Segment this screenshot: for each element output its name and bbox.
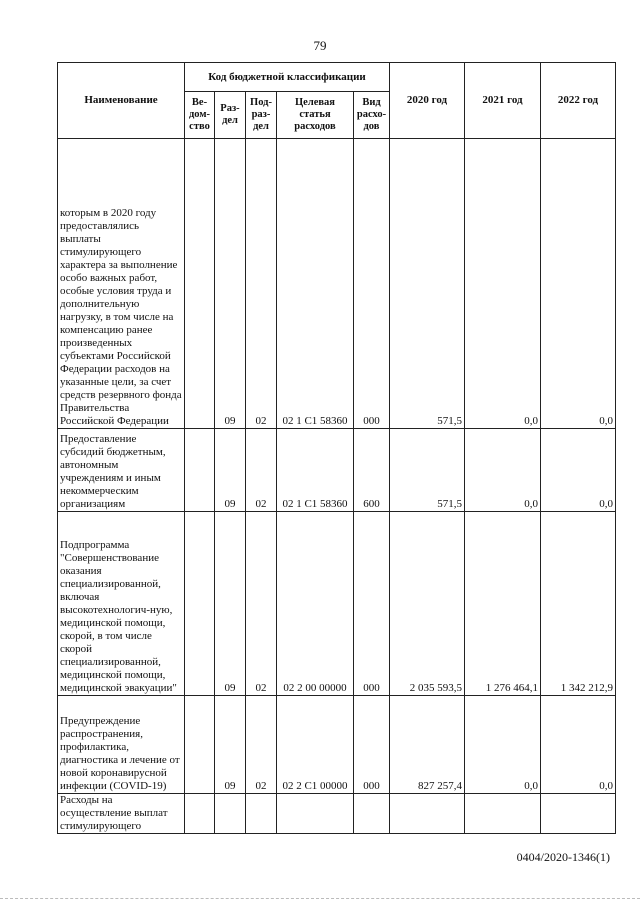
row-podrazdel: 02 [246, 696, 277, 794]
header-ved: Ве-дом-ство [185, 92, 215, 139]
header-budget-code: Код бюджетной классификации [185, 63, 390, 92]
row-target: 02 1 C1 58360 [277, 429, 354, 512]
row-name: Предупреждение распространения, профилактика, диагностика и лечение от новой коронавирусной инфекции (COVID-19) [58, 696, 185, 794]
row-razdel: 09 [215, 429, 246, 512]
header-2022: 2022 год [541, 63, 616, 139]
row-name: Предоставление субсидий бюджетным, автономным учреждениям и иным некоммерческим организациям [58, 429, 185, 512]
row-name: Расходы на осуществление выплат стимулирующего [58, 794, 185, 834]
row-2022: 0,0 [541, 696, 616, 794]
row-podrazdel: 02 [246, 139, 277, 429]
header-razdel: Раз-дел [215, 92, 246, 139]
row-ved [185, 429, 215, 512]
row-type [354, 794, 390, 834]
row-2022: 1 342 212,9 [541, 512, 616, 696]
row-2022: 0,0 [541, 139, 616, 429]
row-2021: 1 276 464,1 [465, 512, 541, 696]
header-expense-type: Вид расхо-дов [354, 92, 390, 139]
row-type: 000 [354, 512, 390, 696]
row-razdel: 09 [215, 139, 246, 429]
row-ved [185, 794, 215, 834]
header-2020: 2020 год [390, 63, 465, 139]
header-target-article: Целевая статья расходов [277, 92, 354, 139]
row-type: 600 [354, 429, 390, 512]
budget-table [57, 62, 616, 834]
header-podrazdel: Под-раз-дел [246, 92, 277, 139]
footer-divider [0, 898, 640, 899]
row-target: 02 2 00 00000 [277, 512, 354, 696]
row-name: которым в 2020 году предоставлялись выплаты стимулирующего характера за выполнение особо важных работ, особые условия труда и дополнительную нагрузку, в том числе на компенсацию ранее произведенных субъектами Российской Федерации расходов на указанные цели, за счет средств резервного фонда Правительства Российской Федерации [58, 139, 185, 429]
row-target: 02 2 C1 00000 [277, 696, 354, 794]
row-target: 02 1 C1 58360 [277, 139, 354, 429]
row-2022: 0,0 [541, 429, 616, 512]
table-row [58, 139, 616, 429]
table-row [58, 512, 616, 696]
row-razdel: 09 [215, 696, 246, 794]
row-2020 [390, 794, 465, 834]
table-row [58, 696, 616, 794]
row-type: 000 [354, 139, 390, 429]
row-podrazdel: 02 [246, 512, 277, 696]
row-razdel [215, 794, 246, 834]
row-2022 [541, 794, 616, 834]
row-ved [185, 696, 215, 794]
row-target [277, 794, 354, 834]
row-podrazdel [246, 794, 277, 834]
row-2021: 0,0 [465, 429, 541, 512]
row-ved [185, 139, 215, 429]
row-2020: 571,5 [390, 429, 465, 512]
row-podrazdel: 02 [246, 429, 277, 512]
row-2021 [465, 794, 541, 834]
table-row [58, 794, 616, 834]
header-name: Наименование [58, 63, 185, 139]
row-ved [185, 512, 215, 696]
row-2020: 2 035 593,5 [390, 512, 465, 696]
row-razdel: 09 [215, 512, 246, 696]
row-name: Подпрограмма "Совершенствование оказания специализированной, включая высокотехнологич-ную, медицинской помощи, скорой, в том числе скорой специализированной, медицинской помощи, медицинской эвакуации" [58, 512, 185, 696]
row-type: 000 [354, 696, 390, 794]
page-number: 79 [313, 38, 327, 53]
row-2020: 827 257,4 [390, 696, 465, 794]
header-2021: 2021 год [465, 63, 541, 139]
row-2020: 571,5 [390, 139, 465, 429]
document-code: 0404/2020-1346(1) [516, 850, 610, 864]
row-2021: 0,0 [465, 139, 541, 429]
table-row [58, 429, 616, 512]
row-2021: 0,0 [465, 696, 541, 794]
